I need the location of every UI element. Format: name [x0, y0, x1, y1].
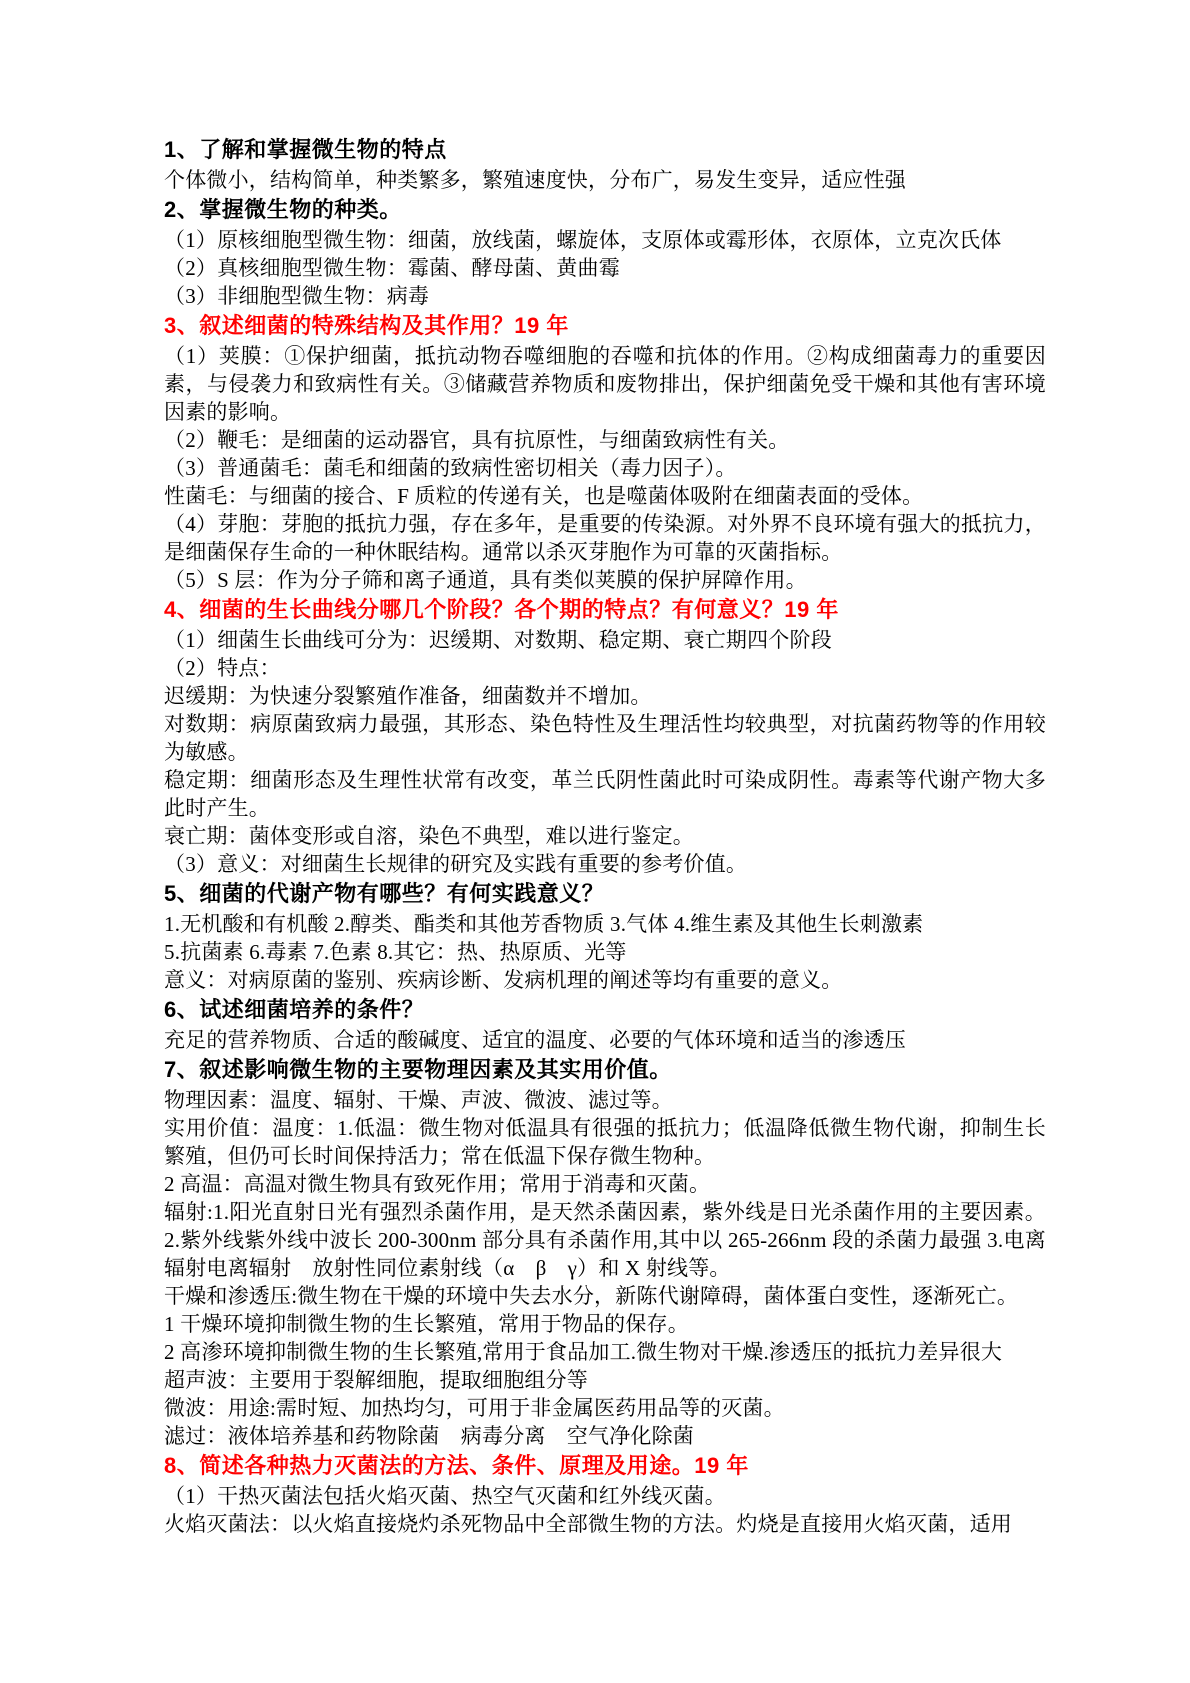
answer-paragraph: （4）芽胞：芽胞的抵抗力强，存在多年，是重要的传染源。对外界不良环境有强大的抵抗力，是细菌保存生命的一种休眠结构。通常以杀灭芽胞作为可靠的灭菌指标。 — [164, 512, 1046, 564]
answer-paragraph: 迟缓期：为快速分裂繁殖作准备，细菌数并不增加。 — [164, 684, 652, 708]
answer-paragraph: 物理因素：温度、辐射、干燥、声波、微波、滤过等。 — [164, 1088, 673, 1112]
qa-section-6 — [164, 994, 1046, 1054]
answer-paragraph: 2 高温：高温对微生物具有致死作用；常用于消毒和灭菌。 — [164, 1172, 711, 1196]
document-content — [164, 134, 1046, 1538]
answer-paragraph: 衰亡期：菌体变形或自溶，染色不典型，难以进行鉴定。 — [164, 824, 694, 848]
answer-paragraph: 稳定期：细菌形态及生理性状常有改变，革兰氏阴性菌此时可染成阴性。毒素等代谢产物大多此时产生。 — [164, 768, 1046, 820]
answer-paragraph: （1）荚膜：①保护细菌，抵抗动物吞噬细胞的吞噬和抗体的作用。②构成细菌毒力的重要因素，与侵袭力和致病性有关。③储藏营养物质和废物排出，保护细菌免受干燥和其他有害环境因素的影响。 — [164, 344, 1046, 424]
answer-paragraph: （2）鞭毛：是细菌的运动器官，具有抗原性，与细菌致病性有关。 — [164, 428, 790, 452]
qa-section-3 — [164, 310, 1046, 594]
answer-paragraph: （5）S 层：作为分子筛和离子通道，具有类似荚膜的保护屏障作用。 — [164, 568, 807, 592]
answer-paragraph: 火焰灭菌法：以火焰直接烧灼杀死物品中全部微生物的方法。灼烧是直接用火焰灭菌，适用 — [164, 1512, 1012, 1536]
question-heading-8: 8、简述各种热力灭菌法的方法、条件、原理及用途。19 年 — [164, 1453, 749, 1478]
question-heading-3: 3、叙述细菌的特殊结构及其作用？19 年 — [164, 313, 569, 338]
answer-paragraph: 2 高渗环境抑制微生物的生长繁殖,常用于食品加工.微生物对干燥.渗透压的抵抗力差异很大 — [164, 1340, 1003, 1364]
question-heading-7: 7、叙述影响微生物的主要物理因素及其实用价值。 — [164, 1057, 672, 1082]
question-heading-5: 5、细菌的代谢产物有哪些？有何实践意义？ — [164, 881, 605, 906]
question-heading-4: 4、细菌的生长曲线分哪几个阶段？各个期的特点？有何意义？19 年 — [164, 597, 839, 622]
answer-paragraph: （2）特点： — [164, 656, 281, 680]
answer-paragraph: 性菌毛：与细菌的接合、F 质粒的传递有关，也是噬菌体吸附在细菌表面的受体。 — [164, 484, 924, 508]
answer-paragraph: 滤过：液体培养基和药物除菌 病毒分离 空气净化除菌 — [164, 1424, 694, 1448]
answer-paragraph: 对数期：病原菌致病力最强，其形态、染色特性及生理活性均较典型，对抗菌药物等的作用较为敏感。 — [164, 712, 1046, 764]
answer-paragraph: （3）非细胞型微生物：病毒 — [164, 284, 430, 308]
qa-section-1 — [164, 134, 1046, 194]
qa-section-4 — [164, 594, 1046, 878]
qa-section-7 — [164, 1054, 1046, 1450]
answer-paragraph: （3）意义：对细菌生长规律的研究及实践有重要的参考价值。 — [164, 852, 748, 876]
answer-paragraph: 1 干燥环境抑制微生物的生长繁殖，常用于物品的保存。 — [164, 1312, 689, 1336]
answer-paragraph: （1）干热灭菌法包括火焰灭菌、热空气灭菌和红外线灭菌。 — [164, 1484, 726, 1508]
answer-paragraph: （3）普通菌毛：菌毛和细菌的致病性密切相关（毒力因子）。 — [164, 456, 737, 480]
answer-paragraph: 意义：对病原菌的鉴别、疾病诊断、发病机理的阐述等均有重要的意义。 — [164, 968, 843, 992]
question-heading-2: 2、掌握微生物的种类。 — [164, 197, 402, 222]
answer-paragraph: 充足的营养物质、合适的酸碱度、适宜的温度、必要的气体环境和适当的渗透压 — [164, 1028, 906, 1052]
answer-paragraph: 1.无机酸和有机酸 2.醇类、酯类和其他芳香物质 3.气体 4.维生素及其他生长刺激素 — [164, 912, 924, 936]
answer-paragraph: 5.抗菌素 6.毒素 7.色素 8.其它：热、热原质、光等 — [164, 940, 627, 964]
answer-paragraph: （1）细菌生长曲线可分为：迟缓期、对数期、稳定期、衰亡期四个阶段 — [164, 628, 832, 652]
qa-section-8 — [164, 1450, 1046, 1538]
answer-paragraph: 干燥和渗透压:微生物在干燥的环境中失去水分，新陈代谢障碍，菌体蛋白变性，逐渐死亡。 — [164, 1284, 1019, 1308]
answer-paragraph: 实用价值：温度：1.低温：微生物对低温具有很强的抵抗力；低温降低微生物代谢，抑制生长繁殖，但仍可长时间保持活力；常在低温下保存微生物种。 — [164, 1116, 1046, 1168]
answer-paragraph: （2）真核细胞型微生物：霉菌、酵母菌、黄曲霉 — [164, 256, 620, 280]
answer-paragraph: 超声波：主要用于裂解细胞，提取细胞组分等 — [164, 1368, 588, 1392]
answer-paragraph: 微波：用途:需时短、加热均匀，可用于非金属医药用品等的灭菌。 — [164, 1396, 785, 1420]
question-heading-1: 1、了解和掌握微生物的特点 — [164, 137, 447, 162]
answer-paragraph: （1）原核细胞型微生物：细菌，放线菌，螺旋体，支原体或霉形体，衣原体，立克次氏体 — [164, 228, 1002, 252]
qa-section-2 — [164, 194, 1046, 310]
question-heading-6: 6、试述细菌培养的条件？ — [164, 997, 425, 1022]
qa-section-5 — [164, 878, 1046, 994]
answer-paragraph: 辐射:1.阳光直射日光有强烈杀菌作用，是天然杀菌因素，紫外线是日光杀菌作用的主要因素。2.紫外线紫外线中波长 200-300nm 部分具有杀菌作用,其中以 265-266nm 段的杀菌力最强 3.电离辐射电离辐射 放射性同位素射线（α β γ）和 X 射线等。 — [164, 1200, 1046, 1280]
answer-paragraph: 个体微小，结构简单，种类繁多，繁殖速度快，分布广，易发生变异，适应性强 — [164, 168, 906, 192]
